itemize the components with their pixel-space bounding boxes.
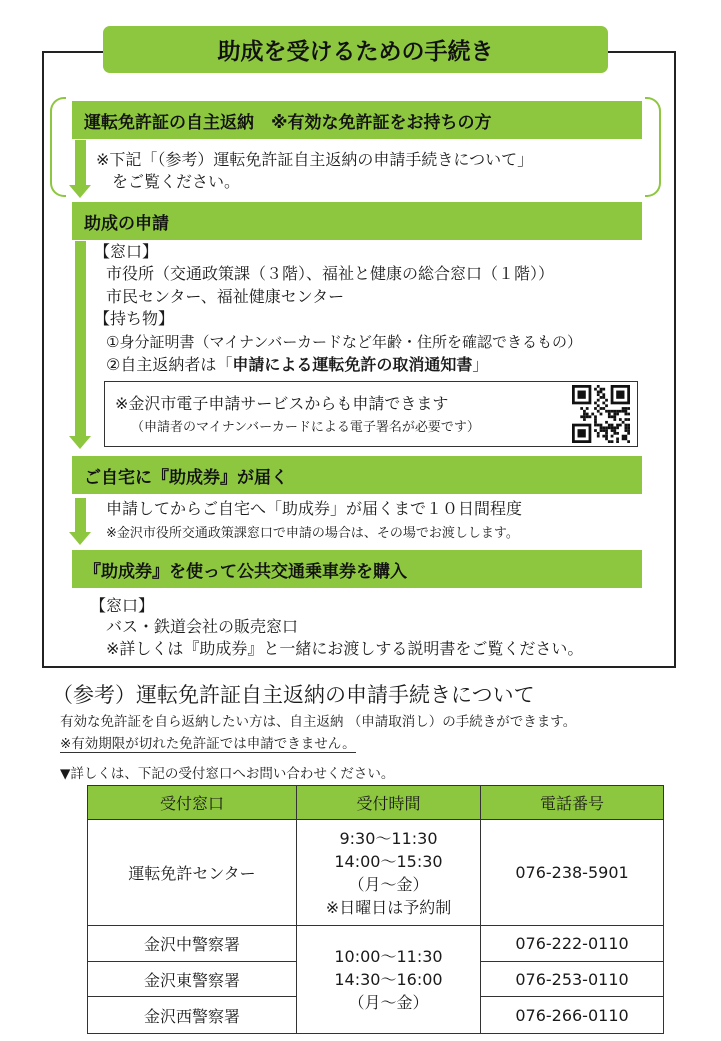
hours-line: （月～金） bbox=[348, 874, 429, 894]
place-cell: 金沢中警察署 bbox=[88, 926, 297, 962]
arrow-down-icon bbox=[75, 140, 86, 186]
online-application-box bbox=[104, 381, 638, 447]
phone-cell: 076-222-0110 bbox=[481, 926, 664, 962]
table-row bbox=[88, 820, 664, 926]
step-2-text: 市民センター、福祉健康センター bbox=[106, 287, 345, 306]
bracket-right bbox=[645, 97, 661, 197]
hours-line: （月～金） bbox=[348, 993, 429, 1012]
place-cell: 金沢西警察署 bbox=[88, 997, 297, 1034]
phone-cell: 076-238-5901 bbox=[481, 820, 664, 926]
step-4-text: 【窓口】 bbox=[90, 596, 155, 615]
reference-text: 有効な免許証を自ら返納したい方は、自主返納 （申請取消し）の手続きができます。 bbox=[60, 714, 577, 730]
step-3-heading: ご自宅に『助成券』が届く bbox=[72, 456, 642, 494]
header-cell: 受付時間 bbox=[297, 786, 481, 820]
qr-code-icon[interactable] bbox=[571, 385, 631, 443]
phone-cell: 076-266-0110 bbox=[481, 997, 664, 1034]
step-2-text: ①身分証明書（マイナンバーカードなど年齢・住所を確認できるもの） bbox=[106, 333, 583, 351]
hours-line: 14:30〜16:00 bbox=[334, 970, 443, 989]
step-2-text: 【窓口】 bbox=[94, 242, 159, 261]
step-1-heading: 運転免許証の自主返納 ※有効な免許証をお持ちの方 bbox=[72, 101, 642, 139]
phone-cell: 076-253-0110 bbox=[481, 962, 664, 997]
hours-line: ※日曜日は予約制 bbox=[325, 897, 452, 917]
table-row bbox=[88, 926, 664, 962]
arrow-down-icon bbox=[75, 498, 86, 533]
step-2-text: 市役所（交通政策課（３階）、福祉と健康の総合窓口（１階）） bbox=[106, 264, 555, 283]
divider bbox=[42, 51, 104, 53]
hours-line: 9:30〜11:30 bbox=[339, 828, 438, 848]
place-cell: 運転免許センター bbox=[88, 820, 297, 926]
step-2-text bbox=[106, 355, 488, 375]
page-title: 助成を受けるための手続き bbox=[103, 26, 608, 73]
text-bold: 申請による運転免許の取消通知書 bbox=[232, 355, 473, 374]
reference-note: ※有効期限が切れた免許証では申請できません。 bbox=[60, 732, 356, 753]
step-3-text: ※金沢市役所交通政策課窓口で申請の場合は、その場でお渡しします。 bbox=[106, 526, 519, 541]
step-4-text: バス・鉄道会社の販売窓口 bbox=[106, 617, 299, 636]
header-cell: 受付窓口 bbox=[88, 786, 297, 820]
online-subtext: （申請者のマイナンバーカードによる電子署名が必要です） bbox=[131, 420, 480, 435]
contact-table bbox=[87, 785, 664, 1034]
step-4-text: ※詳しくは『助成券』と一緒にお渡しする説明書をご覧ください。 bbox=[106, 639, 584, 658]
online-text: ※金沢市電子申請サービスからも申請できます bbox=[115, 394, 449, 413]
step-1-text: ※下記「（参考）運転免許証自主返納の申請手続きについて」 bbox=[96, 150, 534, 169]
step-4-heading: 『助成券』を使って公共交通乗車券を購入 bbox=[72, 550, 642, 588]
header-cell: 電話番号 bbox=[481, 786, 664, 820]
step-3-text: 申請してからご自宅へ「助成券」が届くまで１０日間程度 bbox=[106, 499, 523, 518]
divider bbox=[607, 51, 676, 53]
bracket-left bbox=[50, 97, 66, 197]
arrow-down-icon bbox=[75, 241, 86, 437]
step-2-text: 【持ち物】 bbox=[94, 309, 175, 328]
table-header-row bbox=[88, 786, 664, 820]
step-2-heading: 助成の申請 bbox=[72, 202, 642, 240]
step-1-text: をご覧ください。 bbox=[112, 172, 241, 191]
text: ②自主返納者は「 bbox=[106, 355, 233, 374]
reference-title: （参考）運転免許証自主返納の申請手続きについて bbox=[52, 683, 535, 707]
reference-contact-text: ▼詳しくは、下記の受付窓口へお問い合わせください。 bbox=[60, 766, 395, 782]
hours-cell bbox=[297, 926, 481, 1034]
place-cell: 金沢東警察署 bbox=[88, 962, 297, 997]
text: 」 bbox=[472, 355, 489, 374]
hours-line: 10:00〜11:30 bbox=[334, 947, 443, 966]
hours-line: 14:00〜15:30 bbox=[334, 851, 443, 871]
hours-cell bbox=[297, 820, 481, 926]
